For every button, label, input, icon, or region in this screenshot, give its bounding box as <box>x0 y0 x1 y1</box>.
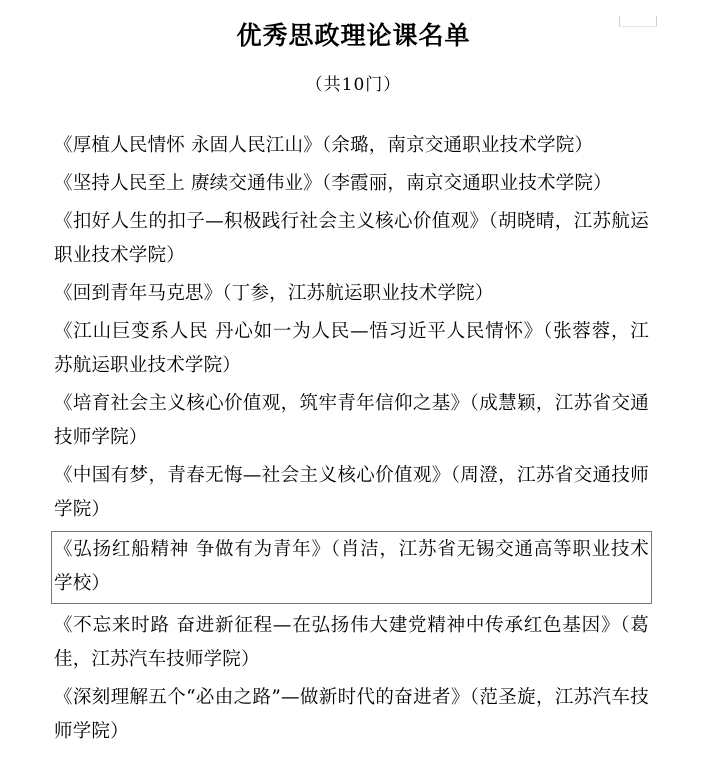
list-item: 《培育社会主义核心价值观，筑牢青年信仰之基》（成慧颖，江苏省交通技师学院） <box>54 393 649 448</box>
list-item: 《厚植人民情怀 永固人民江山》（余璐，南京交通职业技术学院） <box>54 135 594 156</box>
list-item: 《坚持人民至上 赓续交通伟业》（李霞丽，南京交通职业技术学院） <box>54 173 612 194</box>
list-item: 《扣好人生的扣子—积极践行社会主义核心价值观》（胡晓晴，江苏航运职业技术学院） <box>54 211 649 266</box>
list-item-highlighted: 《弘扬红船精神 争做有为青年》（肖洁，江苏省无锡交通高等职业技术学校） <box>51 531 652 604</box>
page-title: 优秀思政理论课名单 <box>236 21 471 50</box>
list-item: 《回到青年马克思》（丁参，江苏航运职业技术学院） <box>54 283 494 304</box>
list-item: 《不忘来时路 奋进新征程—在弘扬伟大建党精神中传承红色基因》（葛佳，江苏汽车技师学院） <box>54 615 649 670</box>
list-item: 《中国有梦，青春无悔—社会主义核心价值观》（周澄，江苏省交通技师学院） <box>54 465 649 520</box>
page-corner-mark <box>619 16 657 27</box>
list-item: 《江山巨变系人民 丹心如一为人民—悟习近平人民情怀》（张蓉蓉，江苏航运职业技术学院） <box>54 321 649 376</box>
course-list <box>0 129 707 749</box>
list-item: 《深刻理解五个“必由之路”—做新时代的奋进者》（范圣旋，江苏汽车技师学院） <box>54 687 649 742</box>
document-page <box>0 16 707 779</box>
page-subtitle: （共10门） <box>305 75 402 95</box>
